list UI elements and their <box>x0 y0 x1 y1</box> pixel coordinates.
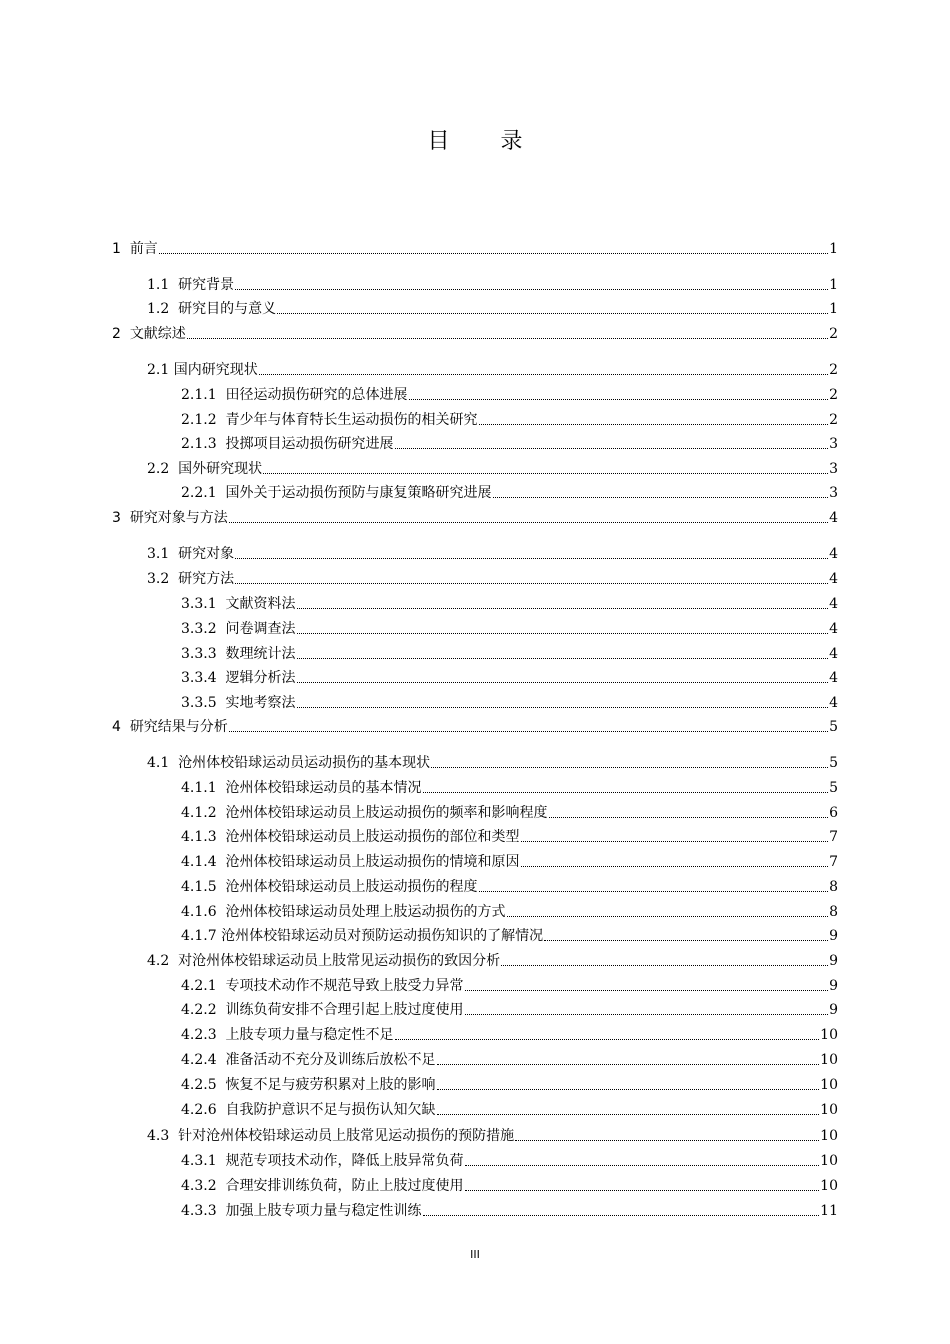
toc-entry-number: 3.3.2 <box>181 621 226 637</box>
toc-dot-leader <box>259 374 828 375</box>
toc-entry-title: 文献资料法 <box>225 596 296 612</box>
toc-entry-title: 沧州体校铅球运动员上肢运动损伤的情境和原因 <box>225 854 520 870</box>
toc-entry[interactable] <box>181 827 838 847</box>
toc-entry-number: 4.1.3 <box>181 829 226 845</box>
toc-entry-title: 准备活动不充分及训练后放松不足 <box>225 1052 436 1068</box>
toc-entry-page: 9 <box>829 978 838 994</box>
toc-entry-page: 10 <box>820 1178 838 1194</box>
toc-entry-number: 4 <box>112 719 130 735</box>
toc-entry-page: 7 <box>829 854 838 870</box>
toc-entry[interactable] <box>181 1151 838 1171</box>
toc-entry[interactable] <box>181 1100 838 1120</box>
toc-entry-number: 3.3.4 <box>181 670 226 686</box>
toc-entry-page: 4 <box>829 546 838 562</box>
toc-entry-page: 10 <box>820 1128 838 1144</box>
toc-dot-leader <box>479 891 829 892</box>
toc-entry-number: 4.3.1 <box>181 1153 226 1169</box>
toc-dot-leader <box>423 1215 820 1216</box>
toc-dot-leader <box>229 522 828 523</box>
toc-dot-leader <box>501 965 828 966</box>
toc-entry-number: 4.2.5 <box>181 1077 226 1093</box>
toc-entry[interactable] <box>181 410 838 430</box>
toc-entry-page: 9 <box>829 1002 838 1018</box>
toc-dot-leader <box>493 497 829 498</box>
toc-entry-number: 4.2.6 <box>181 1102 226 1118</box>
toc-entry-page: 4 <box>829 646 838 662</box>
toc-entry-page: 10 <box>820 1077 838 1093</box>
toc-dot-leader <box>465 990 829 991</box>
toc-entry-page: 9 <box>829 953 838 969</box>
toc-entry-number: 4.1.4 <box>181 854 226 870</box>
toc-entry-title: 投掷项目运动损伤研究进展 <box>225 436 394 452</box>
toc-entry-title: 问卷调查法 <box>225 621 296 637</box>
toc-entry[interactable] <box>181 668 838 688</box>
toc-entry-page: 4 <box>829 510 838 526</box>
toc-entry-title: 针对沧州体校铅球运动员上肢常见运动损伤的预防措施 <box>178 1128 515 1144</box>
toc-entry[interactable] <box>181 644 838 664</box>
toc-entry-title: 研究方法 <box>178 571 235 587</box>
toc-dot-leader <box>297 707 829 708</box>
toc-entry-page: 9 <box>829 928 838 944</box>
toc-dot-leader <box>479 424 829 425</box>
toc-dot-leader <box>521 866 829 867</box>
toc-dot-leader <box>263 473 828 474</box>
toc-entry-number: 2.1.1 <box>181 387 226 403</box>
toc-dot-leader <box>437 1089 820 1090</box>
toc-dot-leader <box>437 1114 820 1115</box>
toc-dot-leader <box>235 583 828 584</box>
toc-entry-number: 4.1.6 <box>181 904 226 920</box>
toc-dot-leader <box>297 682 829 683</box>
toc-dot-leader <box>465 1190 820 1191</box>
toc-entry-page: 4 <box>829 695 838 711</box>
toc-entry-number: 4.1.7 <box>181 928 222 944</box>
toc-dot-leader <box>515 1140 819 1141</box>
toc-entry-page: 3 <box>829 461 838 477</box>
page-title: 目 录 <box>427 129 545 154</box>
toc-entry[interactable] <box>181 877 838 897</box>
toc-dot-leader <box>507 916 829 917</box>
toc-entry-number: 2.2.1 <box>181 485 226 501</box>
toc-entry[interactable] <box>147 951 838 971</box>
toc-entry-number: 4.2.4 <box>181 1052 226 1068</box>
toc-entry-title: 研究结果与分析 <box>129 719 228 735</box>
toc-entry-page: 4 <box>829 596 838 612</box>
toc-entry-title: 训练负荷安排不合理引起上肢过度使用 <box>225 1002 464 1018</box>
toc-dot-leader <box>423 792 829 793</box>
toc-entry-number: 2.1 <box>147 362 174 378</box>
toc-dot-leader <box>187 338 828 339</box>
toc-entry-page: 11 <box>820 1203 838 1219</box>
toc-entry-title: 恢复不足与疲劳积累对上肢的影响 <box>225 1077 436 1093</box>
toc-dot-leader <box>297 608 829 609</box>
toc-entry[interactable] <box>181 483 838 503</box>
toc-entry-title: 研究对象与方法 <box>129 510 228 526</box>
toc-entry-page: 1 <box>829 241 838 257</box>
toc-entry-number: 4.3.3 <box>181 1203 226 1219</box>
toc-entry-page: 8 <box>829 879 838 895</box>
toc-entry-title: 自我防护意识不足与损伤认知欠缺 <box>225 1102 436 1118</box>
toc-entry-title: 田径运动损伤研究的总体进展 <box>225 387 408 403</box>
toc-entry-title: 合理安排训练负荷，防止上肢过度使用 <box>225 1178 464 1194</box>
toc-dot-leader <box>297 633 829 634</box>
toc-entry-title: 沧州体校铅球运动员上肢运动损伤的频率和影响程度 <box>225 805 548 821</box>
toc-entry[interactable] <box>181 1075 838 1095</box>
toc-entry[interactable] <box>112 239 838 259</box>
toc-dot-leader <box>521 841 829 842</box>
toc-entry-page: 4 <box>829 571 838 587</box>
toc-entry-title: 沧州体校铅球运动员对预防运动损伤知识的了解情况 <box>221 928 544 944</box>
toc-entry[interactable] <box>181 1025 838 1045</box>
toc-entry-title: 沧州体校铅球运动员上肢运动损伤的程度 <box>225 879 478 895</box>
toc-entry-number: 3.3.5 <box>181 695 226 711</box>
toc-entry-title: 沧州体校铅球运动员处理上肢运动损伤的方式 <box>225 904 506 920</box>
toc-entry-number: 3.3.1 <box>181 596 226 612</box>
toc-entry[interactable] <box>181 1176 838 1196</box>
toc-entry-number: 4.2.3 <box>181 1027 226 1043</box>
toc-entry-page: 6 <box>829 805 838 821</box>
toc-dot-leader <box>437 1064 820 1065</box>
toc-entry-title: 数理统计法 <box>225 646 296 662</box>
toc-entry-title: 研究对象 <box>178 546 235 562</box>
toc-entry-page: 1 <box>829 301 838 317</box>
toc-entry[interactable] <box>181 852 838 872</box>
toc-entry-title: 研究目的与意义 <box>178 301 277 317</box>
toc-entry-title: 国内研究现状 <box>173 362 258 378</box>
toc-entry-number: 4.1.5 <box>181 879 226 895</box>
toc-entry-title: 规范专项技术动作，降低上肢异常负荷 <box>225 1153 464 1169</box>
toc-dot-leader <box>235 289 828 290</box>
toc-entry-number: 3.3.3 <box>181 646 226 662</box>
toc-entry-number: 4.2.2 <box>181 1002 226 1018</box>
toc-dot-leader <box>465 1014 829 1015</box>
toc-entry[interactable] <box>181 693 838 713</box>
toc-entry-number: 4.2.1 <box>181 978 226 994</box>
toc-entry-number: 3 <box>112 510 130 526</box>
toc-entry-title: 加强上肢专项力量与稳定性训练 <box>225 1203 422 1219</box>
toc-entry[interactable] <box>147 459 838 479</box>
toc-entry-page: 4 <box>829 670 838 686</box>
toc-entry[interactable] <box>181 385 838 405</box>
toc-entry-title: 前言 <box>129 241 158 257</box>
toc-entry-number: 2.1.2 <box>181 412 226 428</box>
toc-entry[interactable] <box>181 1000 838 1020</box>
toc-entry[interactable] <box>181 1201 838 1221</box>
toc-entry[interactable] <box>181 902 838 922</box>
toc-entry-number: 4.3.2 <box>181 1178 226 1194</box>
toc-entry-page: 10 <box>820 1102 838 1118</box>
toc-entry-number: 3.1 <box>147 546 179 562</box>
toc-entry-number: 1.1 <box>147 277 179 293</box>
toc-entry-page: 3 <box>829 485 838 501</box>
toc-entry-page: 5 <box>829 755 838 771</box>
toc-entry-page: 2 <box>829 362 838 378</box>
toc-entry-title: 实地考察法 <box>225 695 296 711</box>
toc-dot-leader <box>395 1039 820 1040</box>
toc-entry[interactable] <box>181 803 838 823</box>
toc-entry-page: 2 <box>829 387 838 403</box>
toc-entry[interactable] <box>181 619 838 639</box>
toc-entry-number: 1 <box>112 241 130 257</box>
toc-entry[interactable] <box>181 926 838 946</box>
toc-entry-page: 10 <box>820 1052 838 1068</box>
toc-entry-number: 4.1.2 <box>181 805 226 821</box>
toc-entry[interactable] <box>147 569 838 589</box>
toc-entry-page: 2 <box>829 412 838 428</box>
toc-entry[interactable] <box>147 753 838 773</box>
toc-dot-leader <box>544 940 828 941</box>
toc-entry[interactable] <box>181 778 838 798</box>
toc-entry-number: 4.2 <box>147 953 179 969</box>
toc-entry[interactable] <box>147 1126 838 1146</box>
toc-entry[interactable] <box>181 976 838 996</box>
toc-entry-title: 逻辑分析法 <box>225 670 296 686</box>
toc-entry-title: 沧州体校铅球运动员上肢运动损伤的部位和类型 <box>225 829 520 845</box>
toc-entry-number: 4.1 <box>147 755 179 771</box>
toc-entry-title: 沧州体校铅球运动员运动损伤的基本现状 <box>178 755 431 771</box>
toc-entry-page: 2 <box>829 326 838 342</box>
toc-entry[interactable] <box>147 275 838 295</box>
toc-dot-leader <box>159 253 828 254</box>
toc-dot-leader <box>409 399 829 400</box>
toc-dot-leader <box>277 313 828 314</box>
toc-entry-page: 10 <box>820 1027 838 1043</box>
toc-entry-page: 5 <box>829 780 838 796</box>
toc-entry-page: 7 <box>829 829 838 845</box>
toc-entry[interactable] <box>147 360 838 380</box>
toc-entry-page: 4 <box>829 621 838 637</box>
toc-entry-title: 青少年与体育特长生运动损伤的相关研究 <box>225 412 478 428</box>
toc-dot-leader <box>431 767 828 768</box>
toc-entry[interactable] <box>112 324 838 344</box>
toc-dot-leader <box>395 448 829 449</box>
toc-entry-number: 4.1.1 <box>181 780 226 796</box>
toc-dot-leader <box>235 558 828 559</box>
toc-entry[interactable] <box>147 299 838 319</box>
toc-entry-number: 2 <box>112 326 130 342</box>
toc-dot-leader <box>297 658 829 659</box>
toc-entry-title: 对沧州体校铅球运动员上肢常见运动损伤的致因分析 <box>178 953 501 969</box>
toc-entry[interactable] <box>181 1050 838 1070</box>
toc-entry-title: 研究背景 <box>178 277 235 293</box>
toc-entry-page: 3 <box>829 436 838 452</box>
toc-entry-title: 国外研究现状 <box>178 461 263 477</box>
toc-entry[interactable] <box>147 544 838 564</box>
toc-entry-title: 文献综述 <box>129 326 186 342</box>
toc-entry-title: 上肢专项力量与稳定性不足 <box>225 1027 394 1043</box>
toc-entry[interactable] <box>181 434 838 454</box>
toc-entry-number: 3.2 <box>147 571 179 587</box>
toc-entry[interactable] <box>112 508 838 528</box>
toc-dot-leader <box>549 817 829 818</box>
toc-entry-number: 2.2 <box>147 461 179 477</box>
toc-entry-page: 8 <box>829 904 838 920</box>
toc-entry-title: 沧州体校铅球运动员的基本情况 <box>225 780 422 796</box>
toc-entry-title: 国外关于运动损伤预防与康复策略研究进展 <box>225 485 492 501</box>
toc-dot-leader <box>229 731 828 732</box>
toc-entry-page: 5 <box>829 719 838 735</box>
toc-entry-number: 4.3 <box>147 1128 179 1144</box>
toc-entry-page: 1 <box>829 277 838 293</box>
toc-entry-number: 1.2 <box>147 301 179 317</box>
toc-entry-page: 10 <box>820 1153 838 1169</box>
toc-entry-title: 专项技术动作不规范导致上肢受力异常 <box>225 978 464 994</box>
toc-entry[interactable] <box>112 717 838 737</box>
page-number: III <box>470 1248 480 1261</box>
toc-entry[interactable] <box>181 594 838 614</box>
toc-entry-number: 2.1.3 <box>181 436 226 452</box>
toc-dot-leader <box>465 1165 820 1166</box>
